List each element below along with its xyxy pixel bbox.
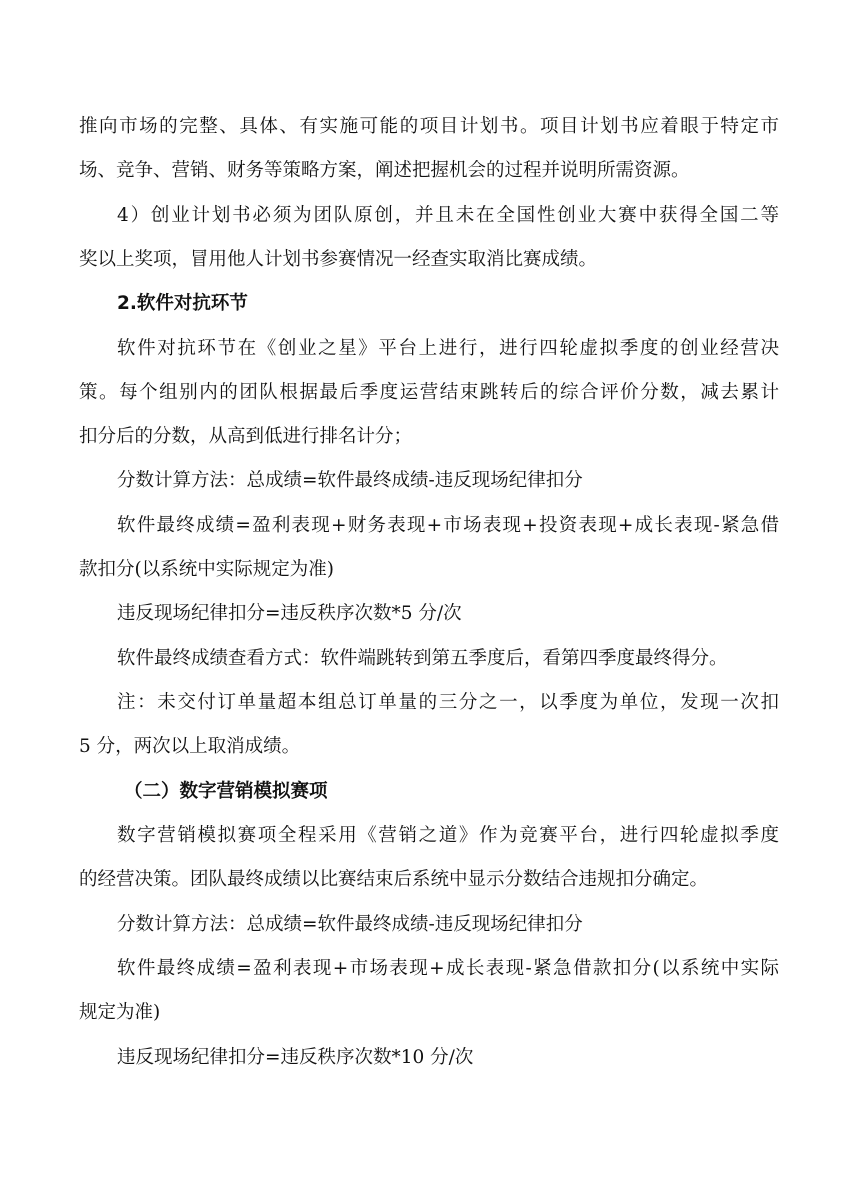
formula-line: 分数计算方法：总成绩=软件最终成绩-违反现场纪律扣分 [117,914,583,935]
formula-line: 软件最终成绩=盈利表现+财务表现+市场表现+投资表现+成长表现-紧急借 [117,515,779,536]
paragraph-line: 软件最终成绩查看方式：软件端跳转到第五季度后，看第四季度最终得分。 [117,648,728,669]
paragraph-line: 推向市场的完整、具体、有实施可能的项目计划书。项目计划书应着眼于特定市 [79,116,779,137]
note-line: 5 分，两次以上取消成绩。 [79,736,301,757]
formula-line: 违反现场纪律扣分=违反秩序次数*5 分/次 [117,603,462,624]
paragraph-line: 奖以上奖项，冒用他人计划书参赛情况一经查实取消比赛成绩。 [79,249,598,270]
formula-line: 软件最终成绩=盈利表现+市场表现+成长表现-紧急借款扣分(以系统中实际 [117,958,779,979]
note-line: 注：未交付订单量超本组总订单量的三分之一，以季度为单位，发现一次扣 [117,692,779,713]
paragraph-line: 的经营决策。团队最终成绩以比赛结束后系统中显示分数结合违规扣分确定。 [79,869,709,890]
paragraph-line: 4）创业计划书必须为团队原创，并且未在全国性创业大赛中获得全国二等 [117,205,779,226]
formula-line: 分数计算方法：总成绩=软件最终成绩-违反现场纪律扣分 [117,470,583,491]
formula-line: 规定为准) [79,1002,161,1023]
paragraph-line: 数字营销模拟赛项全程采用《营销之道》作为竞赛平台，进行四轮虚拟季度 [117,825,779,846]
paragraph-line: 扣分后的分数，从高到低进行排名计分； [79,426,413,447]
paragraph-line: 策。每个组别内的团队根据最后季度运营结束跳转后的综合评价分数，减去累计 [79,382,779,403]
paragraph-line: 软件对抗环节在《创业之星》平台上进行，进行四轮虚拟季度的创业经营决 [117,338,779,359]
section-heading-software: 2.软件对抗环节 [117,293,248,314]
formula-line: 款扣分(以系统中实际规定为准) [79,559,334,580]
section-heading-marketing: （二）数字营销模拟赛项 [124,781,328,802]
formula-line: 违反现场纪律扣分=违反秩序次数*10 分/次 [117,1047,474,1068]
paragraph-line: 场、竞争、营销、财务等策略方案，阐述把握机会的过程并说明所需资源。 [79,160,690,181]
